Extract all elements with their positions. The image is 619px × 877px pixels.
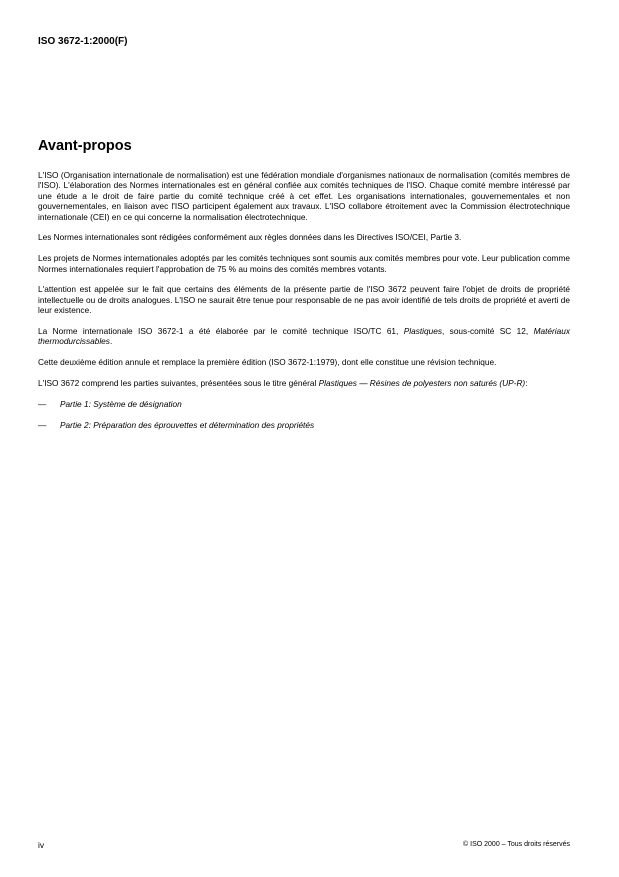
committee-plastiques: Plastiques [403, 326, 442, 337]
list-item-part-2 [38, 420, 570, 430]
committee-text-a: La Norme internationale ISO 3672-1 a été élaborée par le comité technique ISO/TC 61, [38, 326, 404, 337]
page-title: Avant-propos [38, 138, 132, 154]
paragraph-edition: Cette deuxième édition annule et remplace la première édition (ISO 3672-1:1979), dont elle constitue une révision technique. [38, 357, 497, 368]
committee-text-e: . [109, 336, 113, 347]
paragraph-voting: Les projets de Normes internationales adoptés par les comités techniques sont soumis aux comités membres pour vote. Leur publication comme Normes internationales requiert l'approbation de 75 % au moins des comités membres votants. [38, 253, 570, 274]
committee-text-c: , sous-comité SC 12, [442, 326, 534, 337]
foreword-body [38, 170, 570, 440]
paragraph-patent-rights: L'attention est appelée sur le fait que certains des éléments de la présente partie de l'ISO 3672 peuvent faire l'objet de droits de propriété intellectuelle ou de droits analogues. L'ISO ne saurait être tenue pour responsable de ne pas avoir identifié de tels droits de propriété et averti de leur existence. [38, 284, 570, 316]
part-2-label: Partie 2: Préparation des éprouvettes et détermination des propriétés [60, 419, 315, 430]
committee-materials: Matériaux thermodurcissables [38, 326, 570, 347]
part-1-label: Partie 1: Système de désignation [60, 398, 182, 409]
paragraph-parts-intro [38, 378, 570, 388]
page-number: iv [38, 840, 45, 850]
paragraph-iso-intro: L'ISO (Organisation internationale de normalisation) est une fédération mondiale d'organismes nationaux de normalisation (comités membres de l'ISO). L'élaboration des Normes internationales est en général confiée aux comités techniques de l'ISO. Chaque comité membre intéressé par une étude a le droit de faire partie du comité technique créé à cet effet. Les organisations internationales, gouvernementales et non gouvernementales, en liaison avec l'ISO participent également aux travaux. L'ISO collabore étroitement avec la Commission électrotechnique internationale (CEI) en ce qui concerne la normalisation électrotechnique. [38, 170, 570, 222]
list-item-part-1 [38, 399, 570, 409]
parts-intro-text-a: L'ISO 3672 comprend les parties suivantes, présentées sous le titre général [38, 378, 319, 389]
document-id: ISO 3672-1:2000(F) [38, 36, 128, 47]
copyright-notice: © ISO 2000 – Tous droits réservés [463, 841, 570, 848]
parts-general-title: Plastiques — Résines de polyesters non saturés (UP-R) [318, 378, 526, 389]
list-dash: — [38, 419, 47, 430]
paragraph-committee [38, 326, 570, 347]
paragraph-directives: Les Normes internationales sont rédigées conformément aux règles données dans les Directives ISO/CEI, Partie 3. [38, 232, 462, 243]
list-dash: — [38, 398, 47, 409]
parts-intro-text-c: : [525, 378, 528, 389]
